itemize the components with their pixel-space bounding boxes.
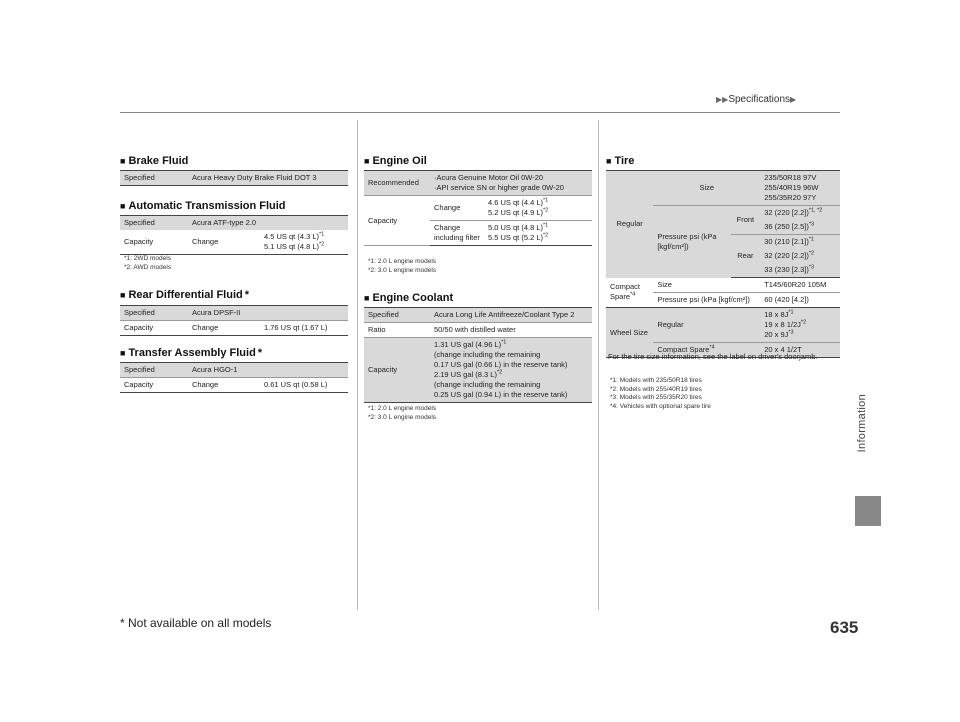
wheel-compact-value: 20 x 4 1/2T <box>760 343 840 358</box>
side-section-label: Information <box>856 394 868 453</box>
size-values: 235/50R18 97V 255/40R19 96W 255/35R20 97Y <box>760 171 840 206</box>
capacity-label: Capacity <box>364 338 430 403</box>
atf-table <box>120 215 348 255</box>
wheel-regular-label: Regular <box>653 308 760 343</box>
tire-info-note: For the tire size information, see the label on driver's doorjamb. <box>608 352 818 361</box>
engine-oil-title: ■ Engine Oil <box>364 155 427 167</box>
transfer-title: ■ Transfer Assembly Fluid * <box>120 347 263 359</box>
column-divider-2 <box>598 120 599 610</box>
change-label: Change <box>188 378 260 393</box>
double-arrow-icon: ▶▶ <box>716 95 729 104</box>
change-label: Change <box>188 321 260 336</box>
specified-label: Specified <box>120 306 188 321</box>
square-bullet-icon: ■ <box>120 348 126 358</box>
rear-label: Rear <box>731 235 761 278</box>
change-label: Change <box>430 196 484 221</box>
square-bullet-icon: ■ <box>120 156 126 166</box>
page-number: 635 <box>830 618 859 637</box>
capacity-values: 1.31 US gal (4.96 L)$^{*1}$ (change including the remaining 0.17 US gal (0.66 L) in the reserve tank) 2.19 US gal (8.3 L)$^{*2}$ (change including the remaining 0.25 US gal (0.94 L) in the reserve tank) <box>430 338 592 403</box>
filter-values: 5.0 US qt (4.8 L)$^{*1}$ 5.5 US qt (5.2 L)$^{*2}$ <box>484 221 592 246</box>
front-value-1: 32 (220 [2.2])$^{*1, *2}$ <box>760 206 840 221</box>
ratio-label: Ratio <box>364 323 430 338</box>
capacity-value: 1.76 US qt (1.67 L) <box>260 321 348 336</box>
square-bullet-icon: ■ <box>120 290 126 300</box>
capacity-label: Capacity <box>120 230 188 255</box>
header-rule <box>120 112 840 113</box>
capacity-label: Capacity <box>364 196 430 246</box>
compact-spare-label: Compact Spare$^{*4}$ <box>606 278 653 308</box>
atf-title: ■ Automatic Transmission Fluid <box>120 200 286 212</box>
square-bullet-icon: ■ <box>364 156 370 166</box>
arrow-icon: ▶ <box>790 95 797 104</box>
availability-footnote: * Not available on all models <box>120 616 272 630</box>
tire-table <box>606 170 840 358</box>
rear-diff-title: ■ Rear Differential Fluid * <box>120 289 250 301</box>
running-header <box>716 94 796 105</box>
atf-footnotes: *1: 2WD models *2: AWD models <box>124 255 172 271</box>
rear-value-1: 30 (210 [2.1])$^{*1}$ <box>760 235 840 250</box>
specified-value: Acura Long Life Antifreeze/Coolant Type 2 <box>430 308 592 323</box>
engine-coolant-footnotes: *1: 2.0 L engine models *2: 3.0 L engine models <box>368 405 437 421</box>
square-bullet-icon: ■ <box>120 201 126 211</box>
compact-size-value: T145/60R20 105M <box>760 278 840 293</box>
compact-size-label: Size <box>653 278 760 293</box>
capacity-value: 0.61 US qt (0.58 L) <box>260 378 348 393</box>
regular-label: Regular <box>606 171 653 278</box>
change-label: Change <box>188 230 260 255</box>
engine-coolant-title: ■ Engine Coolant <box>364 292 454 304</box>
specified-value: Acura Heavy Duty Brake Fluid DOT 3 <box>188 171 348 186</box>
specified-label: Specified <box>120 216 188 231</box>
section-tab-marker <box>855 496 881 526</box>
wheel-compact-label: Compact Spare$^{*4}$ <box>653 343 760 358</box>
rear-diff-table <box>120 305 348 336</box>
specified-label: Specified <box>364 308 430 323</box>
square-bullet-icon: ■ <box>606 156 612 166</box>
ratio-value: 50/50 with distilled water <box>430 323 592 338</box>
engine-coolant-table <box>364 307 592 403</box>
transfer-table <box>120 362 348 393</box>
wheel-regular-values: 18 x $8J^{*1}$ 19 x 8 $1/2J^{*2}$ 20 x $9J^{*3}$ <box>760 308 840 343</box>
specified-label: Specified <box>120 171 188 186</box>
change-filter-label: Change including filter <box>430 221 484 246</box>
rear-value-2: 32 (220 [2.2])$^{*2}$ <box>760 249 840 263</box>
specified-value: Acura ATF-type 2.0 <box>188 216 348 231</box>
tire-title: ■ Tire <box>606 155 635 167</box>
engine-oil-footnotes: *1: 2.0 L engine models *2: 3.0 L engine models <box>368 258 437 274</box>
rear-value-3: 33 (230 [2.3])$^{*3}$ <box>760 263 840 278</box>
compact-pressure-value: 60 (420 [4.2]) <box>760 293 840 308</box>
brake-fluid-table <box>120 170 348 186</box>
brake-fluid-title: ■ Brake Fluid <box>120 155 189 167</box>
size-label: Size <box>653 171 760 206</box>
recommended-values: ·Acura Genuine Motor Oil 0W-20 ·API service SN or higher grade 0W-20 <box>430 171 592 196</box>
capacity-values: 4.5 US qt (4.3 L)$^{*1}$ 5.1 US qt (4.8 L)$^{*2}$ <box>260 230 348 255</box>
compact-pressure-label: Pressure psi (kPa [kgf/cm²]) <box>653 293 760 308</box>
header-title: Specifications <box>728 94 791 105</box>
specified-value: Acura HGO-1 <box>188 363 348 378</box>
engine-oil-table <box>364 170 592 246</box>
column-divider-1 <box>357 120 358 610</box>
pressure-label: Pressure psi (kPa [kgf/cm²]) <box>653 206 730 278</box>
front-label: Front <box>731 206 761 235</box>
specified-label: Specified <box>120 363 188 378</box>
wheel-size-label: Wheel Size <box>606 308 653 358</box>
specified-value: Acura DPSF-II <box>188 306 348 321</box>
square-bullet-icon: ■ <box>364 293 370 303</box>
tire-footnotes: *1: Models with 235/50R18 tires *2: Models with 255/40R19 tires *3: Models with 255/35R20 tires *4: Vehicles with optional spare tire <box>610 377 711 410</box>
change-values: 4.6 US qt (4.4 L)$^{*1}$ 5.2 US qt (4.9 L)$^{*2}$ <box>484 196 592 221</box>
front-value-2: 36 (250 [2.5])$^{*3}$ <box>760 220 840 235</box>
capacity-label: Capacity <box>120 321 188 336</box>
capacity-label: Capacity <box>120 378 188 393</box>
recommended-label: Recommended <box>364 171 430 196</box>
